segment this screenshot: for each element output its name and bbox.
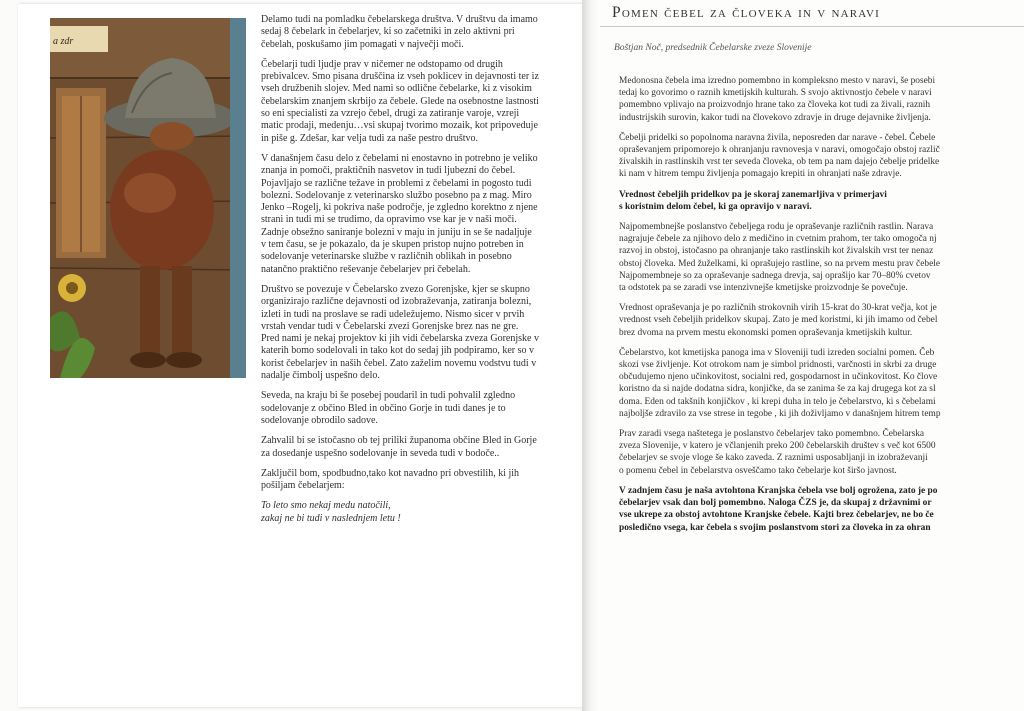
- text-line: brez dvoma na prvem mestu ekonomski pomen opraševanja kmetijskih kultur.: [619, 327, 913, 338]
- text-line: o pomenu čebel in čebelarstva osveščamo tako čebelarje kot širšo javnost.: [619, 465, 897, 476]
- text-line: ta odstotek pa se zaradi vse intenzivnejše kmetijske proizvodnje še povečuje.: [619, 283, 908, 294]
- left-paragraph: Čebelarji tudi ljudje prav v ničemer ne odstopamo od drugih prebivalcev. Smo pisana druščina iz vseh poklicev in dejavnosti ter iz vseh družbenih slojev. Med nami so odlične čebelarke, ki z visokim čebelarskim znanjem skrbijo za čebele. Glede na osebnostne lastnosti so eni specialisti za vzrejo čebel, drugi za zatiranje varoje, vzreji matic prodaji, medenju…vsi skupaj tvorimo mozaik, kot pripoveduje in piše g. Zdešar, kar velja tudi za naše pestro društvo.: [261, 58, 539, 144]
- left-paragraph: Zaključil bom, spodbudno,tako kot navadno pri obvestilih, ki jih pošiljam čebelarjem:: [261, 467, 520, 492]
- right-paragraph: [619, 221, 1024, 294]
- text-line: doma. Eden od takšnih konjičkov , ki krepi duha in telo je čebelarstvo, ki s čebelami: [619, 396, 936, 407]
- title-rule: [600, 26, 1024, 27]
- text-line: industrijskih surovin, kakor tudi na človekovo zdravje in druge dejavnike življenja.: [619, 112, 931, 123]
- text-line: V zadnjem času je naša avtohtona Kranjska čebela vse bolj ogrožena, zato je po: [619, 485, 938, 496]
- article-title: Pomen čebel za človeka in v naravi: [612, 4, 881, 21]
- left-page: [18, 4, 584, 707]
- text-line: vse ukrepe za obstoj avtohtone Kranjske čebele. Kajti brez čebelarjev, ne bo če: [619, 510, 934, 521]
- right-paragraph: [619, 347, 1024, 420]
- text-line: Najpomembnejše poslanstvo čebeljega rodu je opraševanje različnih rastlin. Narava: [619, 222, 934, 233]
- left-paragraph: Društvo se povezuje v Čebelarsko zvezo Gorenjske, kjer se skupno organizirajo različne dejavnosti od izobraževanja, zatiranja bolezni, izleti in tudi na proslave se radi udeležujemo. Nismo sicer v prvih vrstah vendar tudi v Čebelarski zvezi Gorenjske brez nas ne gre. Pred nami je nekaj projektov ki jih vidi čebelarska zveza Gorenjske v katerih bomo sodelovali in tako kot do sedaj jih podpiramo, ker so v korist čebelarjev in naših čebel. Zato zaželim novemu vodstvu tudi v nadalje čimbolj uspešno delo.: [261, 283, 539, 382]
- right-paragraph: [619, 428, 1024, 477]
- text-line: ki nam v hitrem tempu življenja pomagajo krepiti in ohranjati naše zdravje.: [619, 169, 902, 180]
- text-line: Vrednost čebeljih pridelkov pa je skoraj zanemarljiva v primerjavi: [619, 189, 887, 200]
- text-line: Prav zaradi vsega naštetega je poslanstvo čebelarjev tako pomembno. Čebelarska: [619, 429, 925, 440]
- left-paragraph: Seveda, na kraju bi še posebej poudaril in tudi pohvalil zgledno sodelovanje z občino Bled in občino Gorje in tudi danes je to sodelovanje obrodilo sadove.: [261, 390, 516, 426]
- left-paragraph: Delamo tudi na pomladku čebelarskega društva. V društvu da imamo sedaj 8 čebelark in čebelarjev, ki so začetniki in zelo aktivni pri čebelah, poskušamo jim pomagati v največji moči.: [261, 14, 538, 50]
- text-line: obstoj človeka. Med žuželkami, ki oprašujejo rastline, so na prvem mestu prav čebele: [619, 258, 940, 269]
- text-line: Čebelji pridelki so popolnoma naravna živila, neposreden dar narave - čebel. Čebele: [619, 132, 936, 143]
- highlight-paragraph: [619, 189, 1024, 213]
- text-line: pomembno vplivajo na proizvodnjo hrane tako za človeka kot tudi za živali, raznih: [619, 100, 931, 111]
- figure-image: [50, 18, 246, 378]
- wooden-figure-photo: [50, 18, 246, 378]
- text-line: razvoj in obstoj, istočasno pa ohranjanje tako rastlinskih kot živalskih vrst ter nenaz: [619, 246, 934, 257]
- right-paragraph: [619, 302, 1024, 339]
- sign-text: a zdr: [53, 36, 74, 47]
- closing-line: To leto smo nekaj medu natočili,: [261, 500, 391, 512]
- text-line: posledično vsega, kar čebela s svojim poslanstvom stori za človeka in za ohran: [619, 522, 931, 533]
- text-line: čebelarjev se svoje vloge še kako zaveda. Z raznimi usposabljanji in izobraževanji: [619, 453, 928, 464]
- text-line: Medonosna čebela ima izredno pomembno in kompleksno mesto v naravi, še posebi: [619, 76, 936, 86]
- text-line: občudujemo njeno učinkovitost, socialni red, gospodarnost in učinkovitost. Ko člove: [619, 372, 938, 383]
- text-line: Najpomembneje so za opraševanje sadnega drevja, saj oprašijo kar 70–80% cvetov: [619, 270, 931, 281]
- highlight-paragraph: [619, 485, 1024, 534]
- text-line: čebelarjev vsak dan bolj pomembno. Naloga ČZS je, da skupaj z državnimi or: [619, 498, 932, 509]
- right-paragraph: [619, 75, 1024, 124]
- right-page: [600, 0, 1024, 711]
- book-gutter: [582, 0, 600, 711]
- text-line: zveza Slovenije, v katero je včlanjenih preko 200 čebelarskih društev s več kot 6500: [619, 441, 936, 452]
- text-line: skozi vse življenje. Kot otrokom nam je simbol pridnosti, varčnosti in skrbi za druge: [619, 360, 937, 371]
- text-line: Vrednost opraševanja je po različnih strokovnih virih 15-krat do 30-krat večja, kot je: [619, 303, 937, 314]
- left-paragraph: V današnjem času delo z čebelami ni enostavno in potrebno je veliko znanja in pomoči, praktičnih nasvetov in tudi ljubezni do čebel. Pojavljajo se različne težave in problemi z čebelami in pogosto tudi bolezni. Sodelovanje z veterinarsko službo posebno pa z mag. Miro Jenko –Rogelj, ki pokriva naše področje, je zgledno korektno z njene strani in tudi mi se trudimo, da opravimo vse kar je v naši moči. Zadnje obsežno saniranje bolezni v maju in juniju in se še nadaljuje v tem času, se je pokazalo, da je skupen pristop nujno potreben in sodelovanje veterinarske službe v različnih oblikah in posebno natančno praktično reševanje čebelarjev pri čebelah.: [261, 152, 538, 275]
- left-paragraph: Zahvalil bi se istočasno ob tej priliki županoma občine Bled in Gorje za dosedanje uspešno sodelovanje in seveda tudi v bodoče..: [261, 435, 537, 459]
- text-line: nagrajuje čebele za njihovo delo z medičino in cvetnim prahom, ter tako omogoča nj: [619, 234, 937, 245]
- text-line: vrednost vseh čebeljih pridelkov skupaj. Zato je med koristmi, ki jih imamo od čebel: [619, 315, 938, 326]
- closing-verse: [261, 500, 539, 525]
- text-line: najboljše zdravilo za vse strese in tegobe , ki jih doživljamo v današnjem hitrem temp: [619, 408, 941, 419]
- right-paragraph: [619, 132, 1024, 181]
- text-line: koristno da si najde dodatna sidra, konjičke, da se zanima še za kaj drugega kot za sl: [619, 384, 936, 395]
- text-line: opraševanjem pripomorejo k ohranjanju ravnovesja v naravi, omogočajo obstoj različ: [619, 145, 940, 156]
- text-line: tedaj ko govorimo o raznih kmetijskih kulturah. S svojo aktivnostjo čebele v naravi: [619, 88, 932, 99]
- text-line: Čebelarstvo, kot kmetijska panoga ima v Sloveniji tudi izreden socialni pomen. Čeb: [619, 347, 935, 358]
- text-line: živalskih in rastlinskih vrst ter seveda človeka, ob tem pa nam dajejo čebelje pridelke: [619, 157, 940, 168]
- text-line: s koristnim delom čebel, ki ga opravijo v naravi.: [619, 201, 812, 212]
- left-article-column: [261, 14, 539, 533]
- closing-line: zakaj ne bi tudi v naslednjem letu !: [261, 512, 401, 524]
- article-author: Boštjan Noč, predsednik Čebelarske zveze Slovenije: [614, 43, 812, 53]
- right-article-column: [619, 75, 1024, 542]
